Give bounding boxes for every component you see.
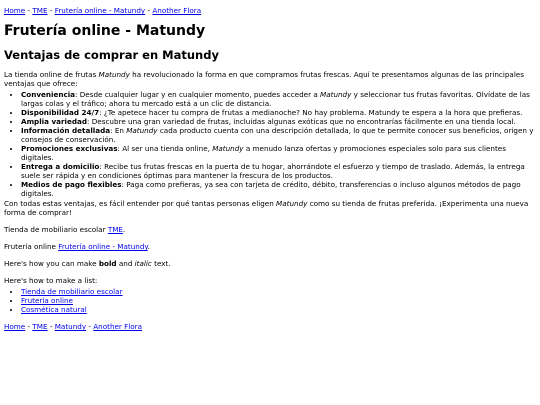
tienda-text: Tienda de mobiliario escolar: [4, 225, 108, 234]
breadcrumb-home-link[interactable]: Home: [4, 322, 26, 331]
fruteria-online-link[interactable]: Frutería online: [21, 296, 73, 305]
benefit-name: Conveniencia: [21, 90, 76, 99]
intro-text: La tienda online de frutas: [4, 70, 99, 79]
tienda-line: [4, 225, 536, 234]
benefit-name: Disponibilidad 24/7: [21, 108, 100, 117]
benefit-item: [21, 144, 536, 162]
formatting-line: [4, 259, 536, 268]
benefit-text: : En: [110, 126, 127, 135]
benefit-name: Promociones exclusivas: [21, 144, 118, 153]
benefit-name: Entrega a domicilio: [21, 162, 100, 171]
benefit-item: [21, 126, 536, 144]
conclusion-text: como su tienda de frutas preferida. ¡Experimenta una nueva forma de comprar!: [4, 199, 529, 217]
tme-link[interactable]: TME: [107, 225, 123, 234]
breadcrumb-flora-link[interactable]: Another Flora: [93, 322, 143, 331]
intro-paragraph: [4, 70, 536, 88]
italic-word: italic: [134, 259, 152, 268]
page-title: Frutería online - Matundy: [4, 23, 206, 39]
conclusion-text: Con todas estas ventajas, es fácil entender por qué tantas personas eligen: [4, 199, 277, 208]
conclusion-paragraph: [4, 199, 536, 217]
benefit-item: [21, 108, 536, 117]
benefit-text: a menudo lanza ofertas y promociones especiales solo para sus clientes digitales.: [21, 144, 506, 162]
links-list: [4, 287, 536, 314]
period: .: [147, 242, 150, 251]
breadcrumb-bottom: [4, 322, 536, 331]
breadcrumb-top: [4, 6, 536, 15]
fruteria-line: [4, 242, 536, 251]
benefit-text: y seleccionar tus frutas favoritas. Olvídate de las largas colas y el tráfico; ahora tu mercado está a un clic de distancia.: [21, 90, 530, 108]
list-intro: Here's how to make a list:: [4, 276, 98, 285]
brand-name: Matundy: [320, 90, 352, 99]
list-item: [21, 305, 536, 314]
benefits-list: [4, 90, 536, 198]
list-item: [21, 287, 536, 296]
breadcrumb-separator: -: [47, 322, 55, 331]
breadcrumb-fruteria-link[interactable]: Frutería online - Matundy: [54, 6, 146, 15]
formatting-text: text.: [151, 259, 171, 268]
benefit-item: [21, 162, 536, 180]
formatting-text: Here's how you can make: [4, 259, 99, 268]
benefit-name: Medios de pago flexibles: [21, 180, 122, 189]
list-item: [21, 296, 536, 305]
breadcrumb-tme-link[interactable]: TME: [32, 6, 48, 15]
breadcrumb-separator: -: [47, 6, 55, 15]
benefit-text: : ¿Te apetece hacer tu compra de frutas a medianoche? No hay problema. Matundy te espera a la hora que prefieras.: [99, 108, 523, 117]
benefit-text: : Paga como prefieras, ya sea con tarjeta de crédito, débito, transferencias o incluso algunos métodos de pago digitales.: [21, 180, 521, 198]
breadcrumb-home-link[interactable]: Home: [4, 6, 26, 15]
breadcrumb-separator: -: [25, 322, 33, 331]
period: .: [122, 225, 126, 234]
brand-name: Matundy: [126, 126, 158, 135]
intro-text: ha revolucionado la forma en que compramos frutas frescas. Aquí te presentamos algunas de las principales ventajas que ofrece:: [4, 70, 524, 88]
breadcrumb-flora-link[interactable]: Another Flora: [152, 6, 202, 15]
formatting-text: and: [116, 259, 135, 268]
breadcrumb-separator: -: [145, 6, 153, 15]
benefit-text: cada producto cuenta con una descripción detallada, lo que te permite conocer sus beneficios, origen y consejos de conservación.: [21, 126, 534, 144]
breadcrumb-separator: -: [25, 6, 33, 15]
breadcrumb-tme-link[interactable]: TME: [32, 322, 48, 331]
tienda-mobiliario-link[interactable]: Tienda de mobiliario escolar: [21, 287, 123, 296]
cosmetica-natural-link[interactable]: Cosmética natural: [21, 305, 87, 314]
breadcrumb-matundy-link[interactable]: Matundy: [54, 322, 87, 331]
section-heading: Ventajas de comprar en Matundy: [4, 48, 219, 62]
benefit-text: : Recibe tus frutas frescas en la puerta de tu hogar, ahorrándote el esfuerzo y tiempo de traslado. Además, la entrega suele ser rápida y en condiciones óptimas para mantener la frescura de los productos.: [21, 162, 525, 180]
benefit-text: : Desde cualquier lugar y en cualquier momento, puedes acceder a: [75, 90, 321, 99]
brand-name: Matundy: [276, 199, 308, 208]
benefit-item: [21, 180, 536, 198]
benefit-item: [21, 90, 536, 108]
fruteria-text: Frutería online: [4, 242, 59, 251]
brand-name: Matundy: [212, 144, 244, 153]
benefit-text: : Descubre una gran variedad de frutas, incluidas algunas exóticas que no encontrarías fácilmente en una tienda local.: [87, 117, 516, 126]
benefit-item: [21, 117, 536, 126]
breadcrumb-separator: -: [86, 322, 94, 331]
bold-word: bold: [98, 259, 117, 268]
benefit-name: Información detallada: [21, 126, 111, 135]
fruteria-link[interactable]: Frutería online - Matundy: [58, 242, 148, 251]
benefit-name: Amplia variedad: [21, 117, 88, 126]
benefit-text: : Al ser una tienda online,: [117, 144, 213, 153]
brand-name: Matundy: [98, 70, 130, 79]
